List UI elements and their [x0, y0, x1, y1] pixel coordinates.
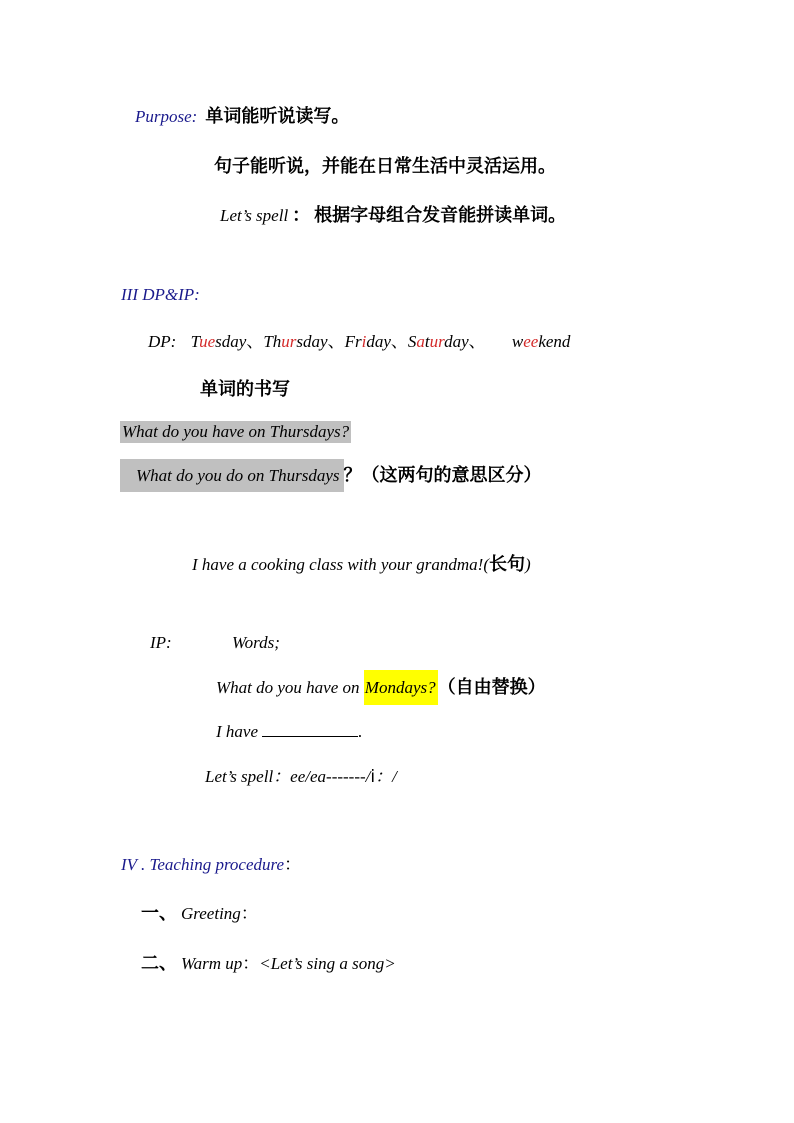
- purpose-label: Purpose:: [135, 107, 198, 126]
- paren-open: (: [483, 555, 489, 574]
- ip-label: IP:: [150, 633, 172, 652]
- procedure-label: Greeting: [181, 904, 241, 923]
- spell-rule-line: [205, 768, 397, 786]
- purpose-text-2: 句子能听说，并能在日常生活中灵活运用。: [214, 156, 556, 177]
- long-sentence-line: [192, 556, 531, 574]
- question-do-line: [120, 459, 542, 492]
- section-4-title-line: [121, 856, 301, 874]
- lets-spell-label: Let’s spell: [220, 206, 289, 225]
- procedure-number: 二、: [141, 953, 177, 974]
- spelling-heading: 单词的书写: [200, 379, 290, 400]
- procedure-item: [141, 955, 396, 973]
- question-diff-note: ？（这两句的意思区分）: [343, 465, 542, 486]
- purpose-line-3: [220, 207, 566, 225]
- word-sep: 、: [327, 332, 345, 352]
- question-have-thursdays: What do you have on Thursdays?: [122, 422, 350, 441]
- answer-blank: [262, 722, 358, 737]
- purpose-text-1: 单词能听说读写。: [205, 106, 350, 127]
- word-sep: 、: [390, 332, 408, 352]
- long-sentence: I have a cooking class with your grandma!: [192, 555, 484, 574]
- purpose-text-3: 根据字母组合发音能拼读单词。: [314, 205, 567, 226]
- paren-close: ): [525, 555, 531, 574]
- answer-period: .: [358, 722, 363, 741]
- ip-question: What do you have on: [216, 678, 364, 697]
- section-4-colon: ：: [284, 855, 302, 875]
- word-saturday: Saturday: [407, 332, 469, 351]
- word-weekend: weekend: [511, 332, 571, 351]
- word-sep: 、: [468, 332, 486, 352]
- procedure-extra: <Let’s sing a song>: [259, 954, 396, 973]
- word-sep: 、: [246, 332, 264, 352]
- dp-words-line: [148, 333, 570, 351]
- section-3-title: III DP&IP:: [121, 285, 200, 304]
- procedure-colon: ：: [240, 904, 258, 924]
- word-tuesday: Tuesday: [190, 332, 247, 351]
- purpose-line-1: [135, 108, 349, 126]
- procedure-number: 一、: [141, 903, 177, 924]
- ip-free-replace-note: （自由替换）: [437, 677, 546, 698]
- question-do-thursdays: What do you do on Thursdays: [120, 459, 344, 492]
- ip-words: Words;: [232, 633, 280, 652]
- ip-question-highlight: Mondays?: [364, 670, 438, 705]
- spell-rule: ：ee/ea-------/: [273, 767, 371, 786]
- ip-answer-text: I have: [216, 722, 259, 741]
- word-thursday: Thursday: [263, 332, 328, 351]
- procedure-item: [141, 905, 258, 923]
- section-4-title: IV . Teaching procedure: [121, 855, 285, 874]
- ip-question-line: [216, 670, 546, 705]
- spell-phonetic: i: [370, 767, 376, 787]
- word-friday: Friday: [344, 332, 391, 351]
- dp-label: DP:: [148, 332, 177, 351]
- procedure-label: Warm up: [181, 954, 243, 973]
- spell-label: Let’s spell: [205, 767, 274, 786]
- long-sentence-note: 长句: [489, 554, 525, 575]
- lets-spell-sep: ：: [292, 205, 311, 226]
- procedure-colon: ：: [242, 954, 260, 974]
- ip-answer-line: [216, 722, 363, 740]
- spell-end: ：/: [375, 767, 397, 786]
